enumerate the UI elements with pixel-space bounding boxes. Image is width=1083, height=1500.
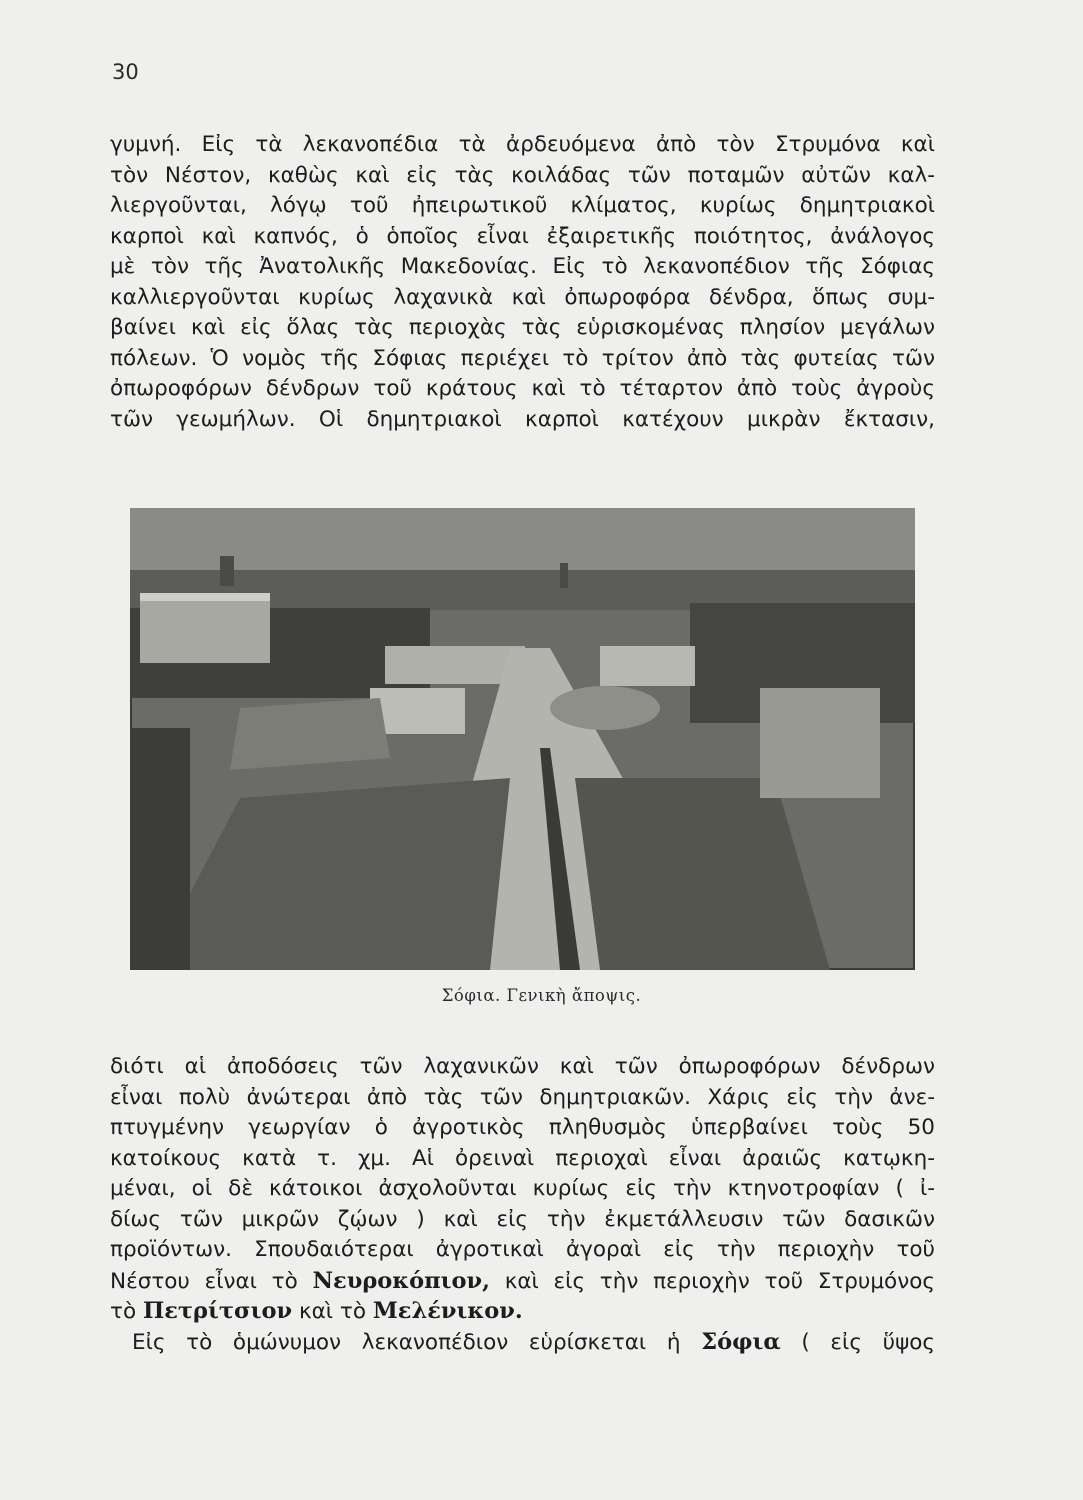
text-line: κατοίκους κατὰ τ. χμ. Αἱ ὀρειναὶ περιοχαὶ εἶναι ἀραιῶς κατῳκη- [110, 1145, 935, 1171]
text-segment: Νέστου εἶναι τὸ [110, 1268, 298, 1294]
paragraph-top [110, 130, 935, 435]
text-line: τὸν Νέστον, καθὼς καὶ εἰς τὰς κοιλάδας τῶν ποταμῶν αὐτῶν καλ- [110, 162, 935, 188]
place-name-nevrokopion: Νευροκόπιον, [312, 1267, 490, 1294]
photo-foreground-left [130, 728, 190, 970]
text-line: μὲ τὸν τῆς Ἀνατολικῆς Μακεδονίας. Εἰς τὸ λεκανοπέδιον τῆς Σόφιας [110, 254, 935, 279]
paragraph-bottom [110, 1052, 935, 1357]
photo-building-left [140, 593, 270, 663]
page-number: 30 [112, 60, 139, 84]
photo-building-right [760, 688, 880, 798]
text-segment: ( εἰς ὕψος [801, 1329, 936, 1355]
text-segment: Εἰς τὸ ὁμώνυμον λεκανοπέδιον εὑρίσκεται ἡ [132, 1329, 681, 1355]
place-name-petritsion: Πετρίτσιον [142, 1298, 293, 1324]
text-line: δίως τῶν μικρῶν ζῴων ) καὶ εἰς τὴν ἐκμετάλλευσιν τῶν δασικῶν [110, 1206, 935, 1232]
text-line: διότι αἱ ἀποδόσεις τῶν λαχανικῶν καὶ τῶν ὀπωροφόρων δένδρων [110, 1054, 935, 1079]
sofia-city-photo [130, 508, 915, 970]
text-line: πτυγμένην γεωργίαν ὁ ἀγροτικὸς πληθυσμὸς ὑπερβαίνει τοὺς 50 [110, 1115, 935, 1140]
photo-courtyard [230, 698, 390, 770]
text-line: προϊόντων. Σπουδαιότεραι ἀγροτικαὶ ἀγοραὶ εἰς τὴν περιοχὴν τοῦ [110, 1237, 935, 1262]
text-line [110, 1266, 935, 1297]
text-line [110, 1327, 935, 1358]
text-line: λιεργοῦνται, λόγῳ τοῦ ἠπειρωτικοῦ κλίματος, κυρίως δημητριακοὶ [110, 193, 935, 218]
place-name-melenikon: Μελένικον. [372, 1298, 523, 1324]
text-line [110, 1296, 935, 1327]
photo-roundabout [550, 686, 660, 730]
photo-park-left [150, 778, 510, 970]
text-line: εἶναι πολὺ ἀνώτεραι ἀπὸ τὰς τῶν δημητριακῶν. Χάρις εἰς τὴν ἀνε- [110, 1084, 935, 1110]
figure-caption: Σόφια. Γενικὴ ἄποψις. [441, 986, 642, 1005]
text-line: πόλεων. Ὁ νομὸς τῆς Σόφιας περιέχει τὸ τρίτον ἀπὸ τὰς φυτείας τῶν [110, 345, 935, 371]
text-segment: καὶ εἰς τὴν περιοχὴν τοῦ Στρυμόνος [504, 1268, 935, 1294]
text-line: καλλιεργοῦνται κυρίως λαχανικὰ καὶ ὀπωροφόρα δένδρα, ὅπως συμ- [110, 284, 935, 310]
text-line: ὀπωροφόρων δένδρων τοῦ κράτους καὶ τὸ τέταρτον ἀπὸ τοὺς ἀγροὺς [110, 376, 935, 401]
text-line: μέναι, οἱ δὲ κάτοικοι ἀσχολοῦνται κυρίως εἰς τὴν κτηνοτροφίαν ( ἰ- [110, 1176, 935, 1201]
place-name-sofia: Σόφια [701, 1328, 781, 1355]
text-line: γυμνή. Εἰς τὰ λεκανοπέδια τὰ ἀρδευόμενα ἀπὸ τὸν Στρυμόνα καὶ [110, 132, 935, 157]
photo-illustration [130, 508, 915, 970]
text-segment: τὸ [110, 1299, 137, 1324]
text-line: τῶν γεωμήλων. Οἱ δημητριακοὶ καρποὶ κατέχουν μικρὰν ἔκτασιν, [110, 406, 935, 432]
text-line: βαίνει καὶ εἰς ὅλας τὰς περιοχὰς τὰς εὑρισκομένας πλησίον μεγάλων [110, 315, 935, 340]
photo-park-right [575, 778, 830, 970]
text-segment: καὶ τὸ [298, 1299, 367, 1324]
text-line: καρποὶ καὶ καπνός, ὁ ὁποῖος εἶναι ἐξαιρετικῆς ποιότητος, ἀνάλογος [110, 223, 935, 249]
